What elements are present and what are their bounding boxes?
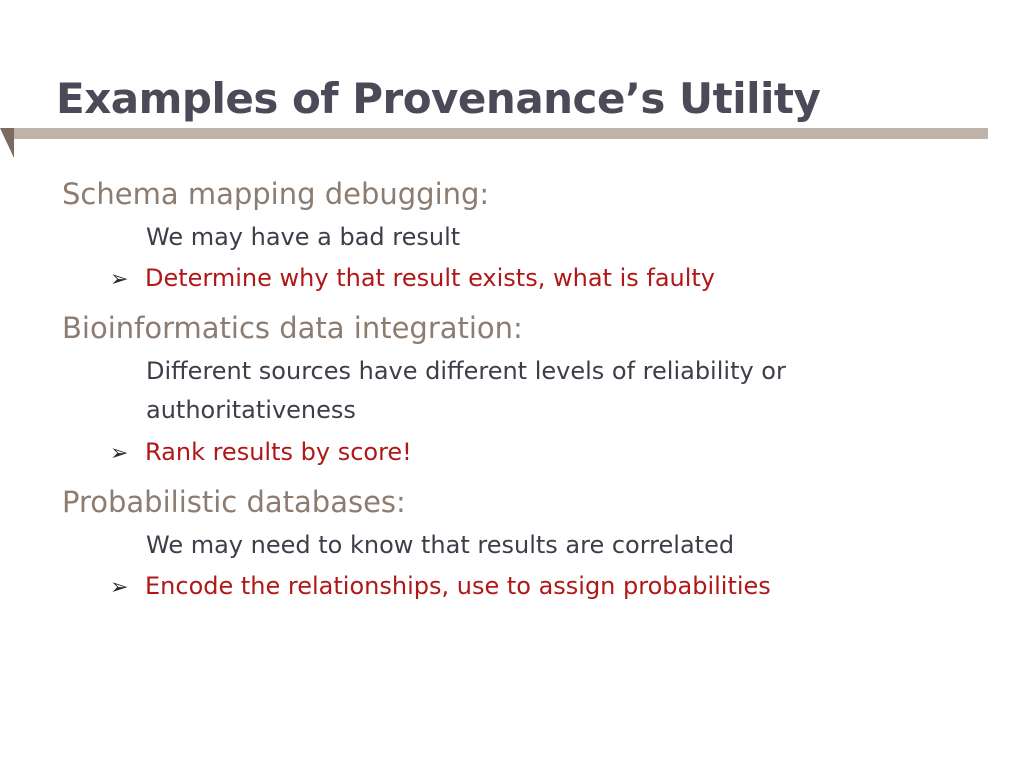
section-detail-bioinformatics: Different sources have different levels of reliability or authoritativeness <box>146 357 786 424</box>
arrow-bullet-icon: ➢ <box>110 441 129 466</box>
section-heading-probabilistic: Probabilistic databases: <box>62 485 406 519</box>
title-underline-bar <box>14 128 988 139</box>
section-action-text: Rank results by score! <box>145 438 412 466</box>
section-action-schema-mapping <box>110 256 992 302</box>
arrow-bullet-icon: ➢ <box>110 575 129 600</box>
section-action-probabilistic <box>110 564 992 610</box>
section-action-text: Determine why that result exists, what is faulty <box>145 264 716 292</box>
slide-title: Examples of Provenance’s Utility <box>56 74 821 123</box>
arrow-bullet-icon: ➢ <box>110 267 129 292</box>
slide-content <box>62 172 992 610</box>
section-action-bioinformatics <box>110 430 992 476</box>
title-bar-accent <box>0 128 14 158</box>
section-heading-schema-mapping: Schema mapping debugging: <box>62 177 490 211</box>
section-detail-schema-mapping: We may have a bad result <box>146 223 461 251</box>
section-action-text: Encode the relationships, use to assign probabilities <box>145 572 771 600</box>
section-heading-bioinformatics: Bioinformatics data integration: <box>62 311 523 345</box>
section-detail-probabilistic: We may need to know that results are correlated <box>146 531 735 559</box>
